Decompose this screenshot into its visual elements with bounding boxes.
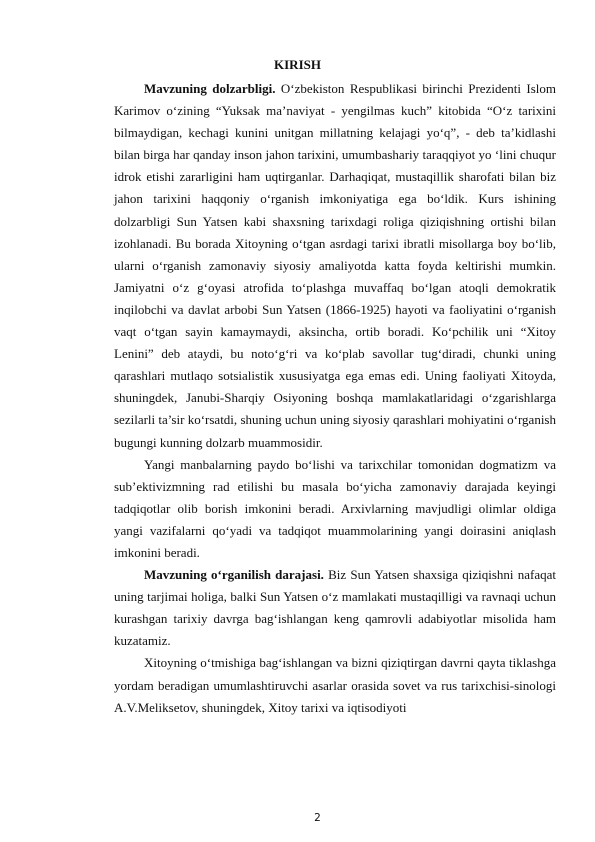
section-heading: KIRISH	[274, 57, 321, 72]
paragraph-text: Yangi manbalarning paydo bo‘lishi va tarixchilar tomonidan dogmatizm va sub’ektivizmning rad etilishi bu masala bo‘yicha zamonaviy darajada keyingi tadqiqotlar olib borish imkonini beradi. Arxivlarning mavjudligi olimlar oldiga yangi vazifalarni qo‘yadi va tadqiqot muammolarining yangi doirasini aniqlash imkonini beradi.	[114, 456, 556, 560]
paragraph-relevance	[114, 78, 556, 454]
paragraph-text: Xitoyning o‘tmishiga bag‘ishlangan va bizni qiziqtirgan davrni qayta tiklashga yordam beradigan umumlashtiruvchi asarlar orasida sovet va rus tarixchisi-sinologi A.V.Meliksetov, shuningdek, Xitoy tarixi va iqtisodiyoti	[114, 655, 556, 715]
paragraph-lead: Mavzuning o‘rganilish darajasi.	[144, 567, 324, 583]
paragraph-text: Biz Sun Yatsen shaxsiga qiziqishni nafaqat uning tarjimai holiga, balki Sun Yatsen o‘z mamlakati mustaqilligi va ravnaqi uchun kurashgan tarixiy davrga bag‘ishlangan keng qamrovli adabiyotlar misolida ham kuzatamiz.	[114, 567, 556, 649]
paragraph-sources	[114, 454, 556, 564]
paragraph-study-degree	[114, 564, 556, 652]
paragraph-text: O‘zbekiston Respublikasi birinchi Prezidenti Islom Karimov o‘zining “Yuksak ma’naviyat - yengilmas kuch” kitobida “O‘z tarixini bilmaydigan, kechagi kunini unitgan millatning kelajagi yo‘q”, - deb ta’kidlashi bilan birga har qanday inson jahon tarixini, umumbashariy taraqqiyot yo ‘lini chuqur idrok etishi zararligini ham uqtirganlar. Darhaqiqat, mustaqillik sharofati bilan biz jahon tarixini haqqoniy o‘rganish imkoniyatiga ega bo‘ldik. Kurs ishining dolzarbligi Sun Yatsen kabi shaxsning tarixdagi roliga qiziqishning ortishi bilan izohlanadi. Bu borada Xitoyning o‘tgan asrdagi tarixi ibratli misollarga boy bo‘lib, ularni o‘rganish zamonaviy siyosiy amaliyotda katta foyda keltirishi mumkin. Jamiyatni o‘z g‘oyasi atrofida to‘plashga muvaffaq bo‘lgan atoqli demokratik inqilobchi va davlat arbobi Sun Yatsen (1866-1925) hayoti va faoliyatini o‘rganish vaqt o‘tgan sayin kamaymaydi, aksincha, ortib boradi. Ko‘pchilik uni “Xitoy Lenini” deb ataydi, bu noto‘g‘ri va ko‘plab savollar tug‘diradi, chunki uning qarashlari mutlaqo sotsialistik xususiyatga ega emas edi. Uning faoliyati Xitoyda, shuningdek, Janubi-Sharqiy Osiyoning boshqa mamlakatlaridagi o‘zgarishlarga sezilarli ta’sir ko‘rsatdi, shuning uchun uning siyosiy qarashlari mohiyatini o‘rganish bugungi kunning dolzarb muammosidir.	[114, 81, 556, 450]
page-number: 2	[314, 812, 321, 824]
paragraph-literature	[114, 652, 556, 718]
body-text	[114, 78, 556, 719]
paragraph-lead: Mavzuning dolzarbligi.	[144, 81, 276, 96]
